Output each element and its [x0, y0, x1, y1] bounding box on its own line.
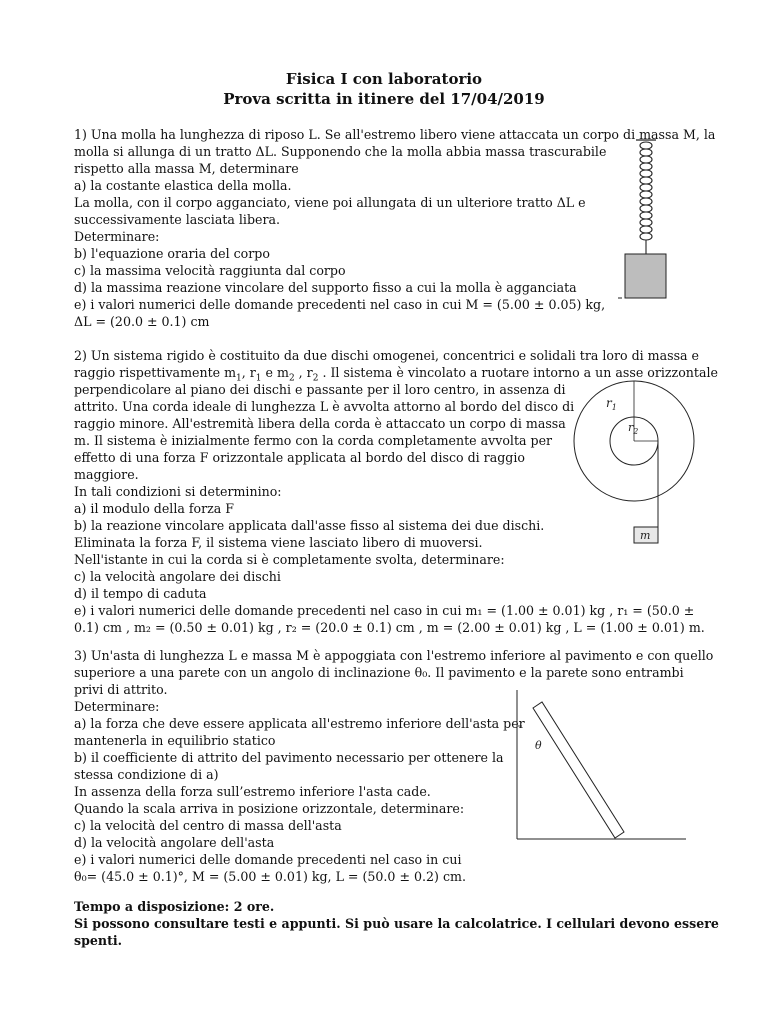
r1-label: $r_1$ [606, 396, 617, 412]
q3-line: θ₀= (45.0 ± 0.1)°, M = (5.00 ± 0.01) kg, L = (50.0 ± 0.2) cm. [74, 869, 466, 884]
q2-line: Nell'istante in cui la corda si è completamente svolta, determinare: [74, 552, 505, 567]
q3-line: privi di attrito. [74, 682, 168, 697]
hanging-mass [625, 254, 666, 298]
rod [533, 702, 624, 838]
q1-line: c) la massima velocità raggiunta dal corpo [74, 263, 346, 278]
disks-figure [566, 380, 706, 550]
q3-line: c) la velocità del centro di massa dell'asta [74, 818, 342, 833]
q1-line: La molla, con il corpo agganciato, viene poi allungata di un ulteriore tratto ΔL e [74, 195, 586, 210]
instructions: Si possono consultare testi e appunti. Si può usare la calcolatrice. I cellulari devono essere [74, 916, 719, 931]
q2-line: 2) Un sistema rigido è costituito da due dischi omogenei, concentrici e solidali tra loro di massa e [74, 348, 700, 363]
q1-line: molla si allunga di un tratto ΔL. Supponendo che la molla abbia massa trascurabile [74, 144, 607, 159]
q3-line: stessa condizione di a) [74, 767, 219, 782]
time-allowed: Tempo a disposizione: 2 ore. [74, 899, 275, 914]
q2-line: c) la velocità angolare dei dischi [74, 569, 281, 584]
q3-line: In assenza della forza sull’estremo inferiore l'asta cade. [74, 784, 431, 799]
q2-line: raggio minore. All'estremità libera della corda è attaccato un corpo di massa [74, 416, 566, 431]
q3-line: superiore a una parete con un angolo di inclinazione θ₀. Il pavimento e la parete sono entrambi [74, 665, 684, 680]
q1-line: d) la massima reazione vincolare del supporto fisso a cui la molla è agganciata [74, 280, 577, 295]
q3-line: a) la forza che deve essere applicata all'estremo inferiore dell'asta per [74, 716, 525, 731]
theta-label: θ [535, 739, 542, 752]
q1-line: rispetto alla massa M, determinare [74, 161, 299, 176]
spring-coil [640, 142, 652, 254]
q3-line: e) i valori numerici delle domande precedenti nel caso in cui [74, 852, 462, 867]
q2-line: 0.1) cm , m₂ = (0.50 ± 0.01) kg , r₂ = (20.0 ± 0.1) cm , m = (2.00 ± 0.01) kg , L = (1.00 ± 0.01) m. [74, 620, 705, 635]
q2-line: d) il tempo di caduta [74, 586, 207, 601]
page-title: Fisica I con laboratorio [285, 70, 483, 88]
q1-line: successivamente lasciata libera. [74, 212, 280, 227]
q1-line: 1) Una molla ha lunghezza di riposo L. Se all'estremo libero viene attaccata un corpo di massa M, la [74, 127, 716, 142]
spring-mass-figure [612, 138, 682, 304]
q1-line: e) i valori numerici delle domande precedenti nel caso in cui M = (5.00 ± 0.05) kg, [74, 297, 606, 312]
q2-line: m. Il sistema è inizialmente fermo con la corda completamente avvolta per [74, 433, 553, 448]
q3-line: mantenerla in equilibrio statico [74, 733, 276, 748]
q2-line: a) il modulo della forza F [74, 501, 235, 516]
q2-line: maggiore. [74, 467, 139, 482]
q2-line-2: raggio rispettivamente $m_1$, $r_1$ e $m_2$ , $r_2$ . Il sistema è vincolato a ruotare intorno a un asse orizzontale [74, 365, 718, 384]
r2-label: $r_2$ [628, 421, 639, 436]
q2-line: Eliminata la forza F, il sistema viene lasciato libero di muoversi. [74, 535, 483, 550]
q1-line: b) l'equazione oraria del corpo [74, 246, 270, 261]
q1-line: Determinare: [74, 229, 160, 244]
mass-label: m [640, 529, 651, 542]
q3-line: Quando la scala arriva in posizione orizzontale, determinare: [74, 801, 465, 816]
q1-line: a) la costante elastica della molla. [74, 178, 292, 193]
q3-line: b) il coefficiente di attrito del pavimento necessario per ottenere la [74, 750, 504, 765]
instructions-cont: spenti. [74, 933, 123, 948]
q2-line: attrito. Una corda ideale di lunghezza L è avvolta attorno al bordo del disco di [74, 399, 575, 414]
q2-line: perpendicolare al piano dei dischi e passante per il loro centro, in assenza di [74, 382, 566, 397]
q3-line: 3) Un'asta di lunghezza L e massa M è appoggiata con l'estremo inferiore al pavimento e con quello [74, 648, 714, 663]
q1-line: ΔL = (20.0 ± 0.1) cm [74, 314, 210, 329]
q2-line: e) i valori numerici delle domande precedenti nel caso in cui m₁ = (1.00 ± 0.01) kg , r₁ = (50.0 ± [74, 603, 695, 618]
rod-wall-figure [508, 688, 688, 844]
q2-line: In tali condizioni si determinino: [74, 484, 282, 499]
page-subtitle: Prova scritta in itinere del 17/04/2019 [223, 90, 545, 108]
q3-line: d) la velocità angolare dell'asta [74, 835, 275, 850]
q2-line: effetto di una forza F orizzontale applicata al bordo del disco di raggio [74, 450, 525, 465]
q3-line: Determinare: [74, 699, 160, 714]
q2-line: b) la reazione vincolare applicata dall'asse fisso al sistema dei due dischi. [74, 518, 545, 533]
